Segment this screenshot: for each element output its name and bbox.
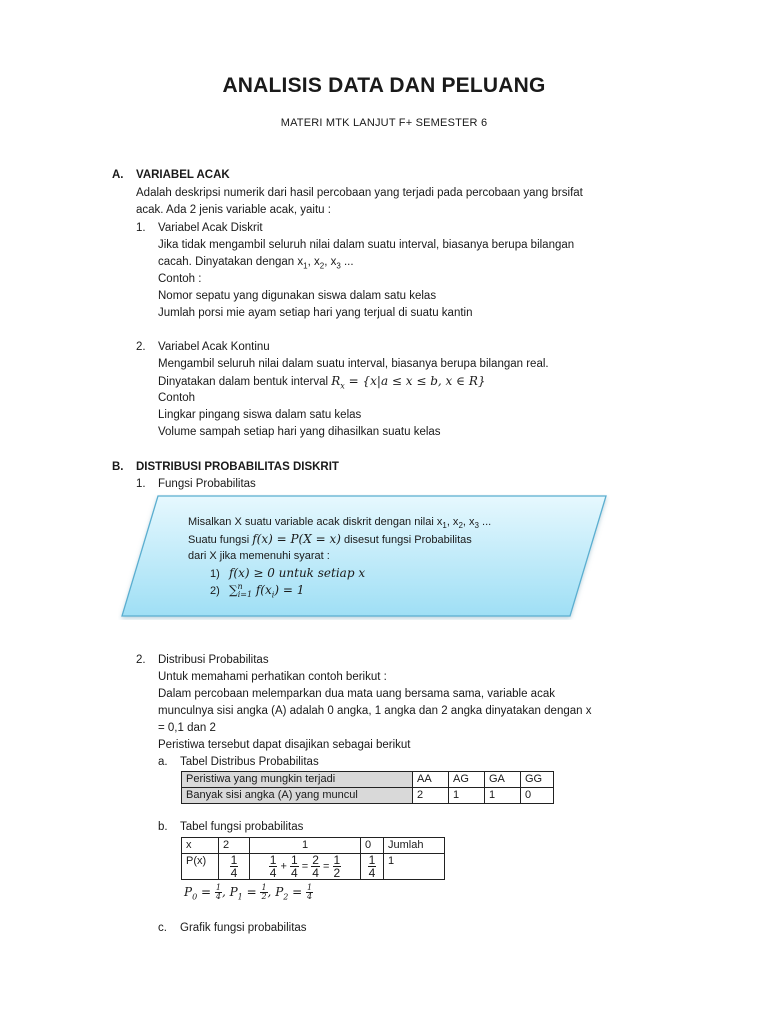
table-row (182, 854, 445, 880)
subscript: 0 (192, 892, 198, 902)
body-line: Untuk memahami perhatikan contoh berikut : (158, 671, 387, 683)
subscript: 2 (458, 521, 463, 531)
math-symbol: P (184, 885, 193, 899)
text: Dinyatakan dalam bentuk interval (158, 376, 332, 388)
operator: + (280, 860, 287, 873)
text: ... (340, 256, 354, 268)
intro-line: acak. Ada 2 jenis variable acak, yaitu : (136, 204, 331, 216)
text: cacah. Dinyatakan dengan x (158, 256, 304, 268)
fraction (290, 854, 299, 879)
text: , x (462, 516, 475, 528)
subscript: i=1 (237, 590, 253, 600)
condition-2 (188, 582, 491, 599)
item-number: 1. (136, 478, 146, 490)
numerator: 1 (230, 853, 238, 867)
numerator: 2 (312, 853, 319, 867)
fraction (260, 884, 267, 901)
operator: = (242, 885, 261, 899)
denominator: 2 (261, 892, 267, 901)
section-a-heading: VARIABEL ACAK (136, 169, 230, 181)
table-cell: 0 (361, 838, 384, 854)
table-row (182, 788, 554, 804)
probability-values-formula (184, 884, 313, 901)
body-line: Mengambil seluruh nilai dalam suatu interval, biasanya berupa bilangan real. (158, 358, 549, 370)
body-line: munculnya sisi angka (A) adalah 0 angka, 1 angka dan 2 angka dinyatakan dengan x (158, 705, 592, 717)
numerator: 1 (215, 883, 221, 892)
table-cell: AA (413, 772, 449, 788)
table-cell: GA (485, 772, 521, 788)
table-cell: x (182, 838, 219, 854)
fraction (368, 854, 377, 879)
definition-text (188, 514, 491, 599)
numerator: 1 (307, 883, 313, 892)
subscript: 1 (442, 521, 447, 531)
body-line: Contoh (158, 392, 196, 404)
math-symbol: P (275, 885, 284, 899)
text: , x (446, 516, 459, 528)
denominator: 4 (312, 866, 319, 880)
probability-function-table (181, 837, 445, 880)
item-title: Distribusi Probabilitas (158, 654, 269, 666)
table-cell (250, 854, 361, 880)
separator: , (267, 885, 276, 899)
text: , x (307, 256, 320, 268)
sum-symbol: ∑ (228, 583, 238, 597)
denominator: 4 (215, 892, 221, 901)
operator: = (323, 860, 330, 873)
body-line: Contoh : (158, 273, 202, 285)
fraction (306, 884, 313, 901)
section-b-heading: DISTRIBUSI PROBABILITAS DISKRIT (136, 461, 339, 473)
example-line: Jumlah porsi mie ayam setiap hari yang terjual di suatu kantin (158, 307, 473, 319)
page-subtitle: MATERI MTK LANJUT F+ SEMESTER 6 (280, 117, 488, 129)
item-title: Variabel Acak Diskrit (158, 222, 263, 234)
table-cell: 2 (413, 788, 449, 804)
body-line (158, 254, 574, 271)
page-title: ANALISIS DATA DAN PELUANG (222, 74, 546, 97)
section-b-label: B. (112, 461, 124, 473)
fraction (269, 854, 278, 879)
subscript: 1 (237, 892, 243, 902)
condition-number: 1) (210, 568, 220, 580)
numerator: 1 (291, 853, 298, 867)
function-formula: f(x) = P(X = x) (252, 532, 341, 546)
sub-item-title: Tabel Distribus Probabilitas (180, 756, 319, 768)
item-title: Fungsi Probabilitas (158, 478, 256, 490)
condition-formula (228, 582, 305, 600)
fraction (215, 884, 222, 901)
def-line (188, 531, 491, 548)
subscript: 1 (303, 261, 308, 271)
denominator: 4 (307, 892, 313, 901)
intro-line: Adalah deskripsi numerik dari hasil percobaan yang terjadi pada percobaan yang brsifat (136, 187, 583, 199)
numerator: 1 (333, 853, 341, 867)
def-line: dari X jika memenuhi syarat : (188, 550, 330, 562)
text: ... (478, 516, 492, 528)
condition-formula: f(x) ≥ 0 untuk setiap x (228, 566, 366, 580)
fraction (333, 854, 342, 879)
item-title: Variabel Acak Kontinu (158, 341, 270, 353)
text: , x (324, 256, 337, 268)
denominator: 4 (269, 866, 277, 880)
denominator: 4 (291, 866, 298, 880)
subscript: 2 (319, 261, 325, 271)
table-cell: 2 (219, 838, 250, 854)
condition-number: 2) (210, 585, 220, 597)
table-cell: 1 (384, 854, 445, 880)
table-cell: 0 (521, 788, 554, 804)
table-row (182, 838, 445, 854)
table-cell: AG (449, 772, 485, 788)
body-line (158, 373, 549, 390)
text: disesut fungsi Probabilitas (340, 534, 472, 546)
distribusi-block (158, 652, 591, 754)
subscript: 3 (336, 261, 341, 271)
item-number: 2. (136, 654, 146, 666)
sub-item-label: c. (158, 922, 167, 934)
section-a-label: A. (112, 169, 124, 181)
variabel-diskrit-block (158, 220, 574, 322)
denominator: 4 (230, 866, 238, 880)
item-number: 2. (136, 341, 146, 353)
table-cell (219, 854, 250, 880)
table-cell: P(x) (182, 854, 219, 880)
distribution-table (181, 771, 554, 804)
denominator: 4 (368, 866, 376, 880)
math-symbol: = {x|a ≤ x ≤ b, x ∈ R} (344, 374, 486, 388)
denominator: 2 (333, 866, 341, 880)
sub-item-title: Tabel fungsi probabilitas (180, 821, 304, 833)
table-cell: Peristiwa yang mungkin terjadi (182, 772, 413, 788)
table-cell (361, 854, 384, 880)
table-cell: Jumlah (384, 838, 445, 854)
superscript: n (237, 582, 243, 591)
body-line: Dalam percobaan melemparkan dua mata uang bersama sama, variable acak (158, 688, 555, 700)
table-cell: 1 (485, 788, 521, 804)
body-line: = 0,1 dan 2 (158, 722, 216, 734)
fraction (311, 854, 320, 879)
operator: = (301, 860, 309, 873)
table-cell: 1 (250, 838, 361, 854)
subscript: i (271, 590, 275, 600)
sub-item-label: b. (158, 821, 168, 833)
text: Misalkan X suatu variable acak diskrit dengan nilai x (188, 516, 443, 528)
operator: = (197, 885, 215, 899)
item-number: 1. (136, 222, 146, 234)
def-line (188, 514, 491, 531)
body-line: Jika tidak mengambil seluruh nilai dalam suatu interval, biasanya berupa bilangan (158, 239, 575, 251)
subscript: 2 (283, 892, 289, 902)
variabel-kontinu-block (158, 339, 549, 441)
example-line: Volume sampah setiap hari yang dihasilkan suatu kelas (158, 426, 441, 438)
fraction (230, 854, 239, 879)
math-symbol: P (229, 885, 238, 899)
body-line: Peristiwa tersebut dapat disajikan sebagai berikut (158, 739, 411, 751)
table-cell: Banyak sisi angka (A) yang muncul (182, 788, 413, 804)
numerator: 1 (261, 883, 267, 892)
example-line: Lingkar pingang siswa dalam satu kelas (158, 409, 362, 421)
condition-1 (188, 565, 491, 582)
math-symbol: ) = 1 (274, 583, 305, 597)
operator: = (288, 885, 307, 899)
numerator: 1 (269, 853, 277, 867)
math-symbol: f(x (252, 583, 272, 597)
table-row (182, 772, 554, 788)
subscript: 3 (474, 521, 479, 531)
numerator: 1 (368, 853, 376, 867)
example-line: Nomor sepatu yang digunakan siswa dalam satu kelas (158, 290, 437, 302)
separator: , (221, 885, 230, 899)
text: Suatu fungsi (188, 534, 253, 546)
table-cell: 1 (449, 788, 485, 804)
section-a-intro (136, 185, 583, 219)
subscript: x (340, 381, 345, 391)
sub-item-title: Grafik fungsi probabilitas (180, 922, 307, 934)
math-symbol: R (331, 374, 341, 388)
table-cell: GG (521, 772, 554, 788)
interval-formula (331, 374, 486, 391)
sub-item-label: a. (158, 756, 168, 768)
